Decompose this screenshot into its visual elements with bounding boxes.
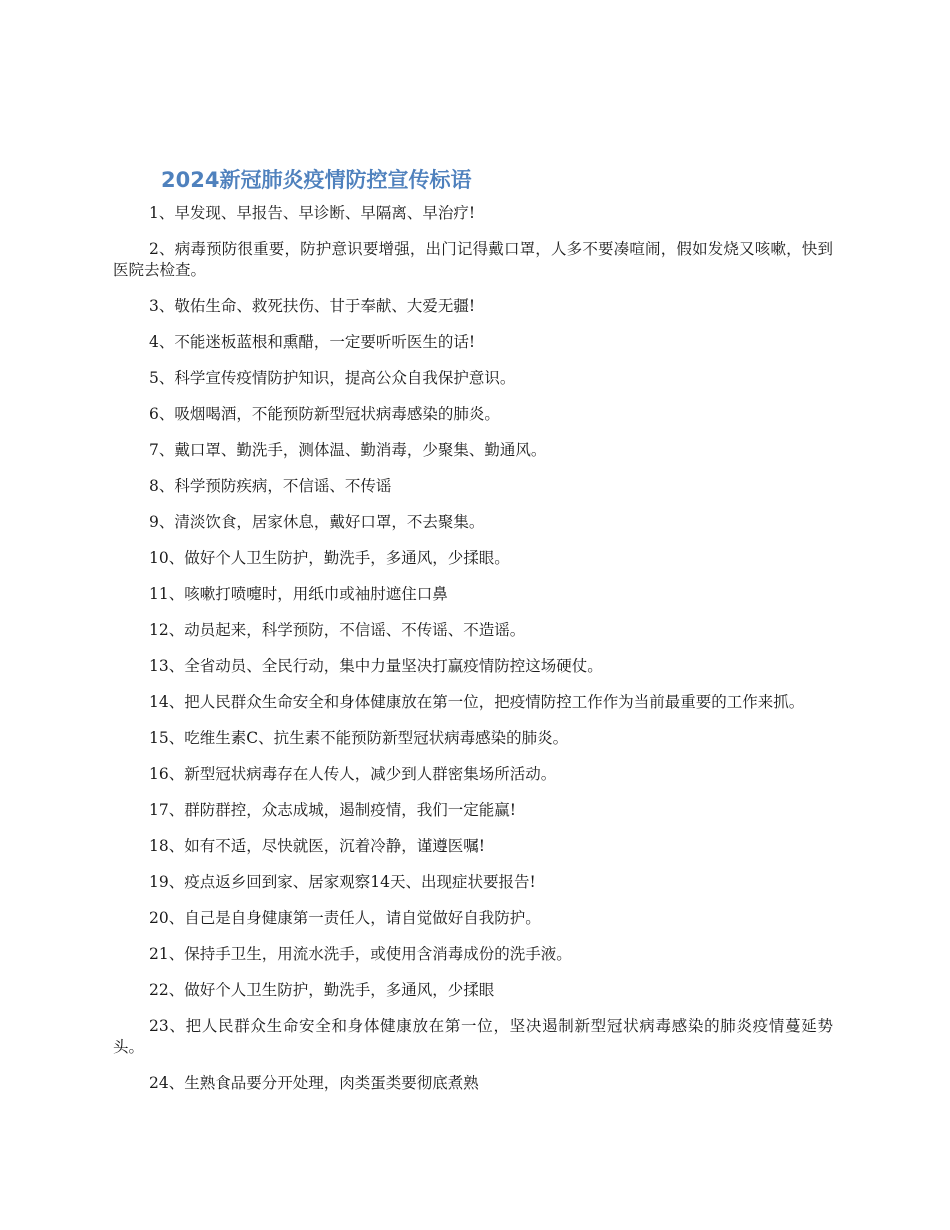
slogan-item: 6、吸烟喝酒，不能预防新型冠状病毒感染的肺炎。 (149, 405, 500, 423)
slogan-item: 3、敬佑生命、救死扶伤、甘于奉献、大爱无疆! (149, 297, 476, 315)
slogan-item: 17、群防群控，众志成城，遏制疫情，我们一定能赢! (149, 801, 516, 819)
slogan-item: 20、自己是自身健康第一责任人，请自觉做好自我防护。 (149, 909, 541, 927)
slogan-item: 8、科学预防疾病，不信谣、不传谣 (149, 477, 392, 495)
slogan-list (113, 203, 833, 1109)
slogan-item: 5、科学宣传疫情防护知识，提高公众自我保护意识。 (149, 369, 516, 387)
slogan-item: 2、病毒预防很重要，防护意识要增强，出门记得戴口罩，人多不要凑喧闹，假如发烧又咳嗽，快到医院去检查。 (113, 240, 833, 279)
slogan-item: 22、做好个人卫生防护，勤洗手，多通风，少揉眼 (149, 981, 495, 999)
slogan-item: 21、保持手卫生，用流水洗手，或使用含消毒成份的洗手液。 (149, 945, 572, 963)
slogan-item: 23、把人民群众生命安全和身体健康放在第一位，坚决遏制新型冠状病毒感染的肺炎疫情蔓延势头。 (113, 1017, 833, 1056)
slogan-item: 9、清淡饮食，居家休息，戴好口罩，不去聚集。 (149, 513, 485, 531)
slogan-item: 24、生熟食品要分开处理，肉类蛋类要彻底煮熟 (149, 1074, 479, 1092)
slogan-item: 4、不能迷板蓝根和熏醋，一定要听听医生的话! (149, 333, 476, 351)
document-title: 2024新冠肺炎疫情防控宣传标语 (161, 168, 472, 192)
slogan-item: 10、做好个人卫生防护，勤洗手，多通风，少揉眼。 (149, 549, 510, 567)
slogan-item: 13、全省动员、全民行动，集中力量坚决打赢疫情防控这场硬仗。 (149, 657, 603, 675)
slogan-item: 19、疫点返乡回到家、居家观察14天、出现症状要报告! (149, 873, 536, 891)
slogan-item: 12、动员起来，科学预防，不信谣、不传谣、不造谣。 (149, 621, 526, 639)
slogan-item: 7、戴口罩、勤洗手，测体温、勤消毒，少聚集、勤通风。 (149, 441, 547, 459)
slogan-item: 16、新型冠状病毒存在人传人，减少到人群密集场所活动。 (149, 765, 557, 783)
slogan-item: 15、吃维生素C、抗生素不能预防新型冠状病毒感染的肺炎。 (149, 729, 569, 747)
slogan-item: 18、如有不适，尽快就医，沉着冷静，谨遵医嘱! (149, 837, 485, 855)
slogan-item: 1、早发现、早报告、早诊断、早隔离、早治疗! (149, 204, 476, 222)
slogan-item: 14、把人民群众生命安全和身体健康放在第一位，把疫情防控工作作为当前最重要的工作来抓。 (149, 693, 805, 711)
slogan-item: 11、咳嗽打喷嚏时，用纸巾或袖肘遮住口鼻 (149, 585, 448, 603)
